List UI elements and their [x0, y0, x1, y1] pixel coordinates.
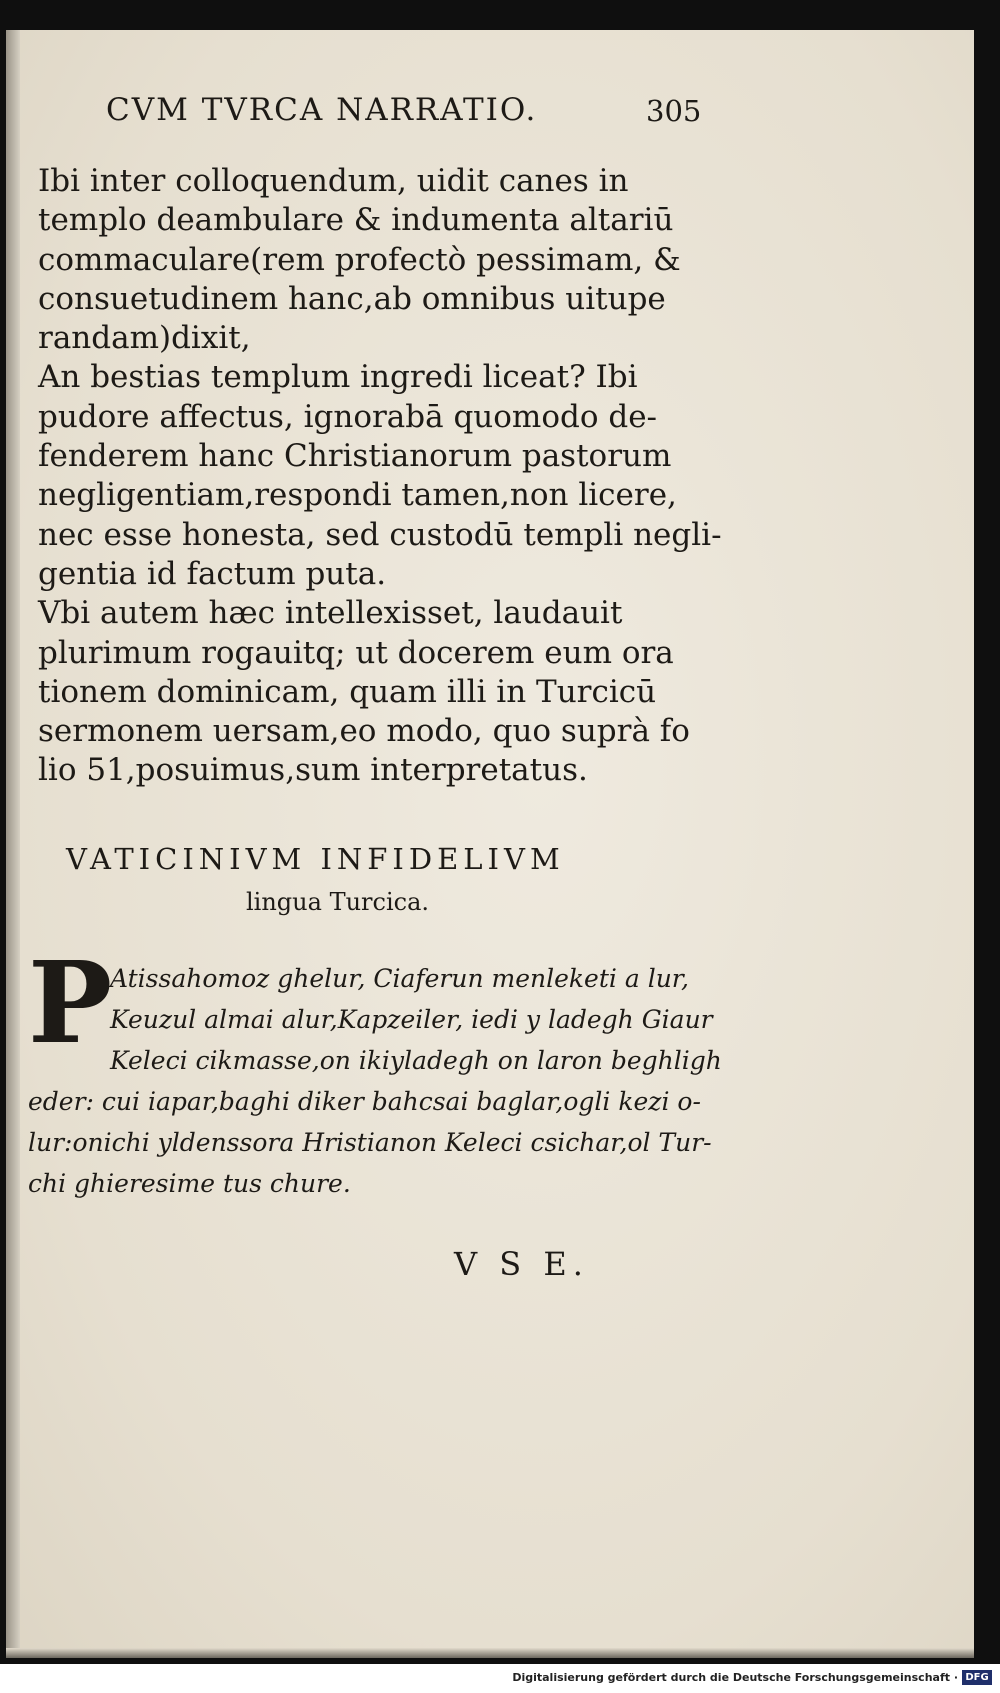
turkish-line: chi ghieresime tus chure. [28, 1169, 351, 1198]
text-line: randam)dixit, [38, 320, 251, 357]
running-head: CVM TVRCA NARRATIO. [106, 92, 538, 128]
text-line: fenderem hanc Christianorum pastorum [38, 438, 672, 475]
page-gutter-shadow [6, 30, 20, 1658]
text-line: templo deambulare & indumenta altariū [38, 202, 674, 239]
book-page [6, 30, 974, 1658]
text-line: sermonem uersam,eo modo, quo suprà fo [38, 713, 690, 750]
turkish-text-block [28, 958, 722, 1204]
digitization-footer [0, 1664, 1000, 1693]
turkish-line: Keleci cikmasse,on ikiyladegh on laron beghligh [110, 1046, 722, 1075]
page-bottom-edge [6, 1648, 974, 1658]
turkish-line: Keuzul almai alur,Kapzeiler, iedi y ladegh Giaur [110, 1005, 713, 1034]
text-line: plurimum rogauitq; ut docerem eum ora [38, 634, 674, 671]
text-line: negligentiam,respondi tamen,non licere, [38, 477, 677, 514]
text-line: Vbi autem hæc intellexisset, laudauit [38, 595, 623, 632]
drop-cap-initial: P [28, 938, 113, 1069]
turkish-line: lur:onichi yldenssora Hristianon Keleci csichar,ol Tur- [28, 1128, 712, 1157]
text-line: nec esse honesta, sed custodū templi negli- [38, 516, 722, 553]
text-line: gentia id factum puta. [38, 555, 387, 592]
footer-credit: Digitalisierung gefördert durch die Deutsche Forschungsgemeinschaft · [512, 1671, 958, 1684]
text-line: tionem dominicam, quam illi in Turcicū [38, 673, 657, 710]
text-line: Ibi inter colloquendum, uidit canes in [38, 163, 629, 199]
text-line: An bestias templum ingredi liceat? Ibi [38, 359, 638, 396]
text-line: commaculare(rem profectò pessimam, & [38, 241, 681, 278]
text-line: pudore affectus, ignorabā quomodo de- [38, 398, 658, 435]
body-text [38, 162, 722, 791]
section-subtitle: lingua Turcica. [246, 888, 429, 916]
catchword-signature: V S E. [454, 1245, 589, 1283]
turkish-line: Atissahomoz ghelur, Ciaferun menleketi a lur, [110, 964, 689, 993]
text-line: consuetudinem hanc,ab omnibus uitupe [38, 280, 666, 317]
text-line: lio 51,posuimus,sum interpretatus. [38, 752, 588, 789]
turkish-line: eder: cui iapar,baghi diker bahcsai baglar,ogli kezi o- [28, 1087, 701, 1116]
folio-number: 305 [646, 94, 702, 128]
section-title: VATICINIVM INFIDELIVM [66, 842, 565, 876]
dfg-logo-icon: DFG [962, 1670, 992, 1685]
